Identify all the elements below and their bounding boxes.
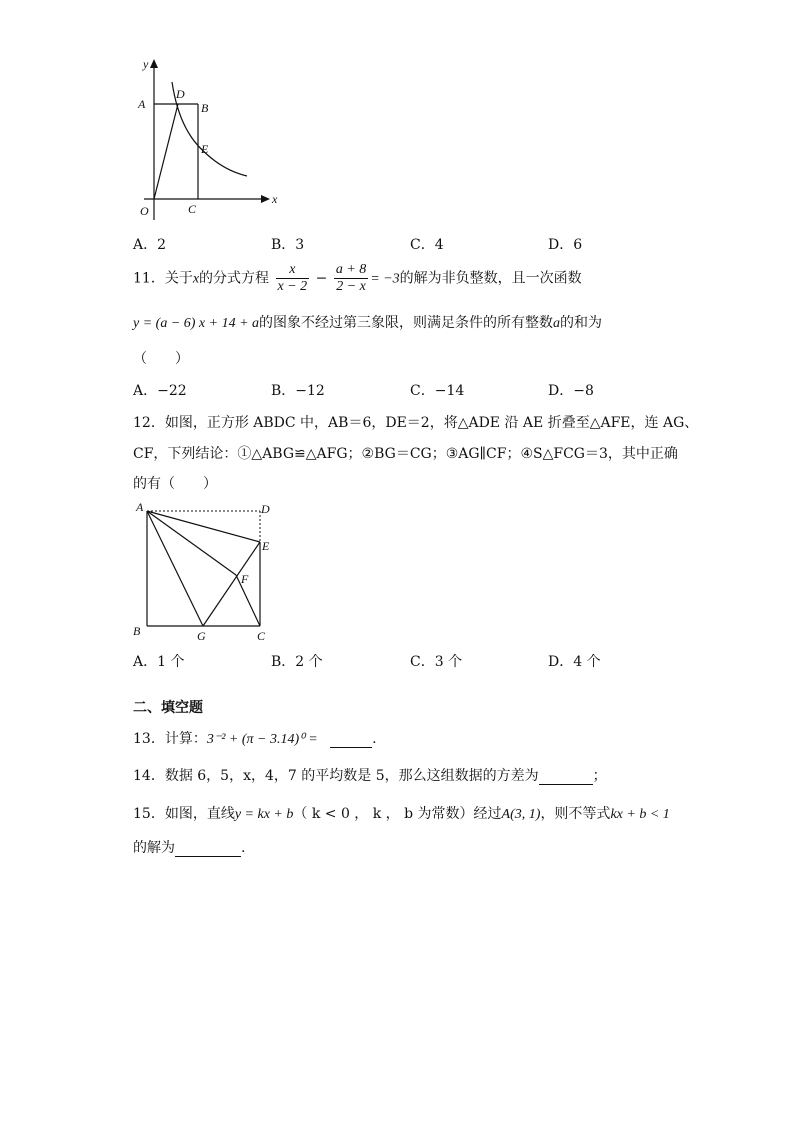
q13-end: . <box>372 731 377 747</box>
label-E: E <box>201 142 209 156</box>
q15-text-b: （ k < 0 ， k ， b 为常数）经过 <box>293 806 502 822</box>
label-E: E <box>262 539 270 553</box>
q15-text-c: ，则不等式 <box>540 806 611 822</box>
q13-answer-blank[interactable] <box>330 731 372 748</box>
q15-line2 <box>133 837 245 857</box>
label-A: A <box>136 500 144 514</box>
section-heading-fill-in: 二、填空题 <box>133 700 203 716</box>
q11-text-b: 的解为非负整数，且一次函数 <box>399 270 582 287</box>
label-O: O <box>140 204 149 218</box>
q14-answer-blank[interactable] <box>539 768 593 785</box>
q11-var-x: x <box>192 271 200 287</box>
q11-prefix: 11．关于 <box>133 270 193 287</box>
q12-option-b[interactable]: B．2 个 <box>271 654 323 670</box>
segment-AG <box>147 511 203 626</box>
q12-option-d[interactable]: D．4 个 <box>548 654 601 670</box>
q10-option-d[interactable]: D．6 <box>548 237 583 253</box>
figure-square-fold <box>130 498 280 646</box>
q11-fraction-1: $\frac{x}{x - 2}$ <box>277 262 308 294</box>
q15-answer-blank[interactable] <box>175 840 241 857</box>
label-C: C <box>257 629 266 643</box>
q11-option-d[interactable]: D．−8 <box>548 383 594 399</box>
label-D: D <box>176 87 185 101</box>
q15-function: y = kx + b <box>234 807 294 822</box>
label-B: B <box>133 624 141 638</box>
q11-equals: = −3 <box>370 271 400 287</box>
label-F: F <box>241 572 249 586</box>
segment-OD <box>154 104 178 199</box>
q11-option-b[interactable]: B．−12 <box>271 383 325 399</box>
q13-prefix: 13．计算： <box>133 731 207 747</box>
label-x: x <box>272 192 278 206</box>
q12-line3: 的有（ ） <box>133 476 217 492</box>
label-A: A <box>138 97 146 111</box>
q11-text-a: 的分式方程 <box>199 270 270 287</box>
q11-line1: 11．关于x的分式方程 $\frac{x}{x - 2}$ − $\frac{a + 8}{2 - x}$ = −3的解为非负整数，且一次函数 <box>133 262 582 294</box>
q13-expression: 3⁻² + (π − 3.14)⁰ = <box>206 732 318 747</box>
q12-line1: 12．如图，正方形 ABDC 中，AB＝6，DE＝2，将△ADE 沿 AE 折叠至△AFE，连 AG、 <box>133 415 699 431</box>
q10-option-a[interactable]: A．2 <box>133 237 167 253</box>
q10-option-c[interactable]: C．4 <box>410 237 444 253</box>
q15-line1 <box>133 803 670 823</box>
label-C: C <box>188 202 197 216</box>
q15-point: A(3, 1) <box>501 807 541 822</box>
q11-line2 <box>133 312 602 332</box>
q12-line2: CF，下列结论：①△ABG≌△AFG；②BG＝CG；③AG∥CF；④S△FCG＝3，其中正确 <box>133 446 678 462</box>
q11-function: y = (a − 6) x + 14 + a <box>133 316 260 331</box>
segment-GE <box>203 542 260 626</box>
q11-text-c: 的图象不经过第三象限，则满足条件的所有整数 <box>259 315 554 331</box>
segment-AF <box>147 511 236 575</box>
q15-inequality: kx + b < 1 <box>610 807 670 822</box>
q11-text-d: 的和为 <box>560 315 603 331</box>
q15-text-a: 15．如图，直线 <box>133 806 235 822</box>
q11-var-a: a <box>553 316 561 331</box>
y-axis-arrow <box>150 59 158 68</box>
q11-answer-paren: （ ） <box>133 351 189 367</box>
q13-line <box>133 728 377 748</box>
figure-hyperbola-rectangle <box>130 55 290 225</box>
label-D: D <box>261 502 270 516</box>
q11-option-a[interactable]: A．−22 <box>133 383 187 399</box>
q10-option-b[interactable]: B．3 <box>271 237 305 253</box>
label-G: G <box>197 629 206 643</box>
q15-end: . <box>241 840 246 856</box>
label-y: y <box>143 57 149 71</box>
q15-text-d: 的解为 <box>133 840 175 856</box>
q11-option-c[interactable]: C．−14 <box>410 383 465 399</box>
q14-end: ； <box>592 768 607 784</box>
label-B: B <box>201 101 209 115</box>
q12-option-c[interactable]: C．3 个 <box>410 654 463 670</box>
q11-fraction-2: $\frac{a + 8}{2 - x}$ <box>335 262 367 294</box>
x-axis-arrow <box>261 195 270 203</box>
q14-line <box>133 765 607 785</box>
segment-AE <box>147 511 260 542</box>
q12-option-a[interactable]: A．1 个 <box>133 654 185 670</box>
q14-text: 14．数据 6，5，x，4，7 的平均数是 5，那么这组数据的方差为 <box>133 768 539 784</box>
